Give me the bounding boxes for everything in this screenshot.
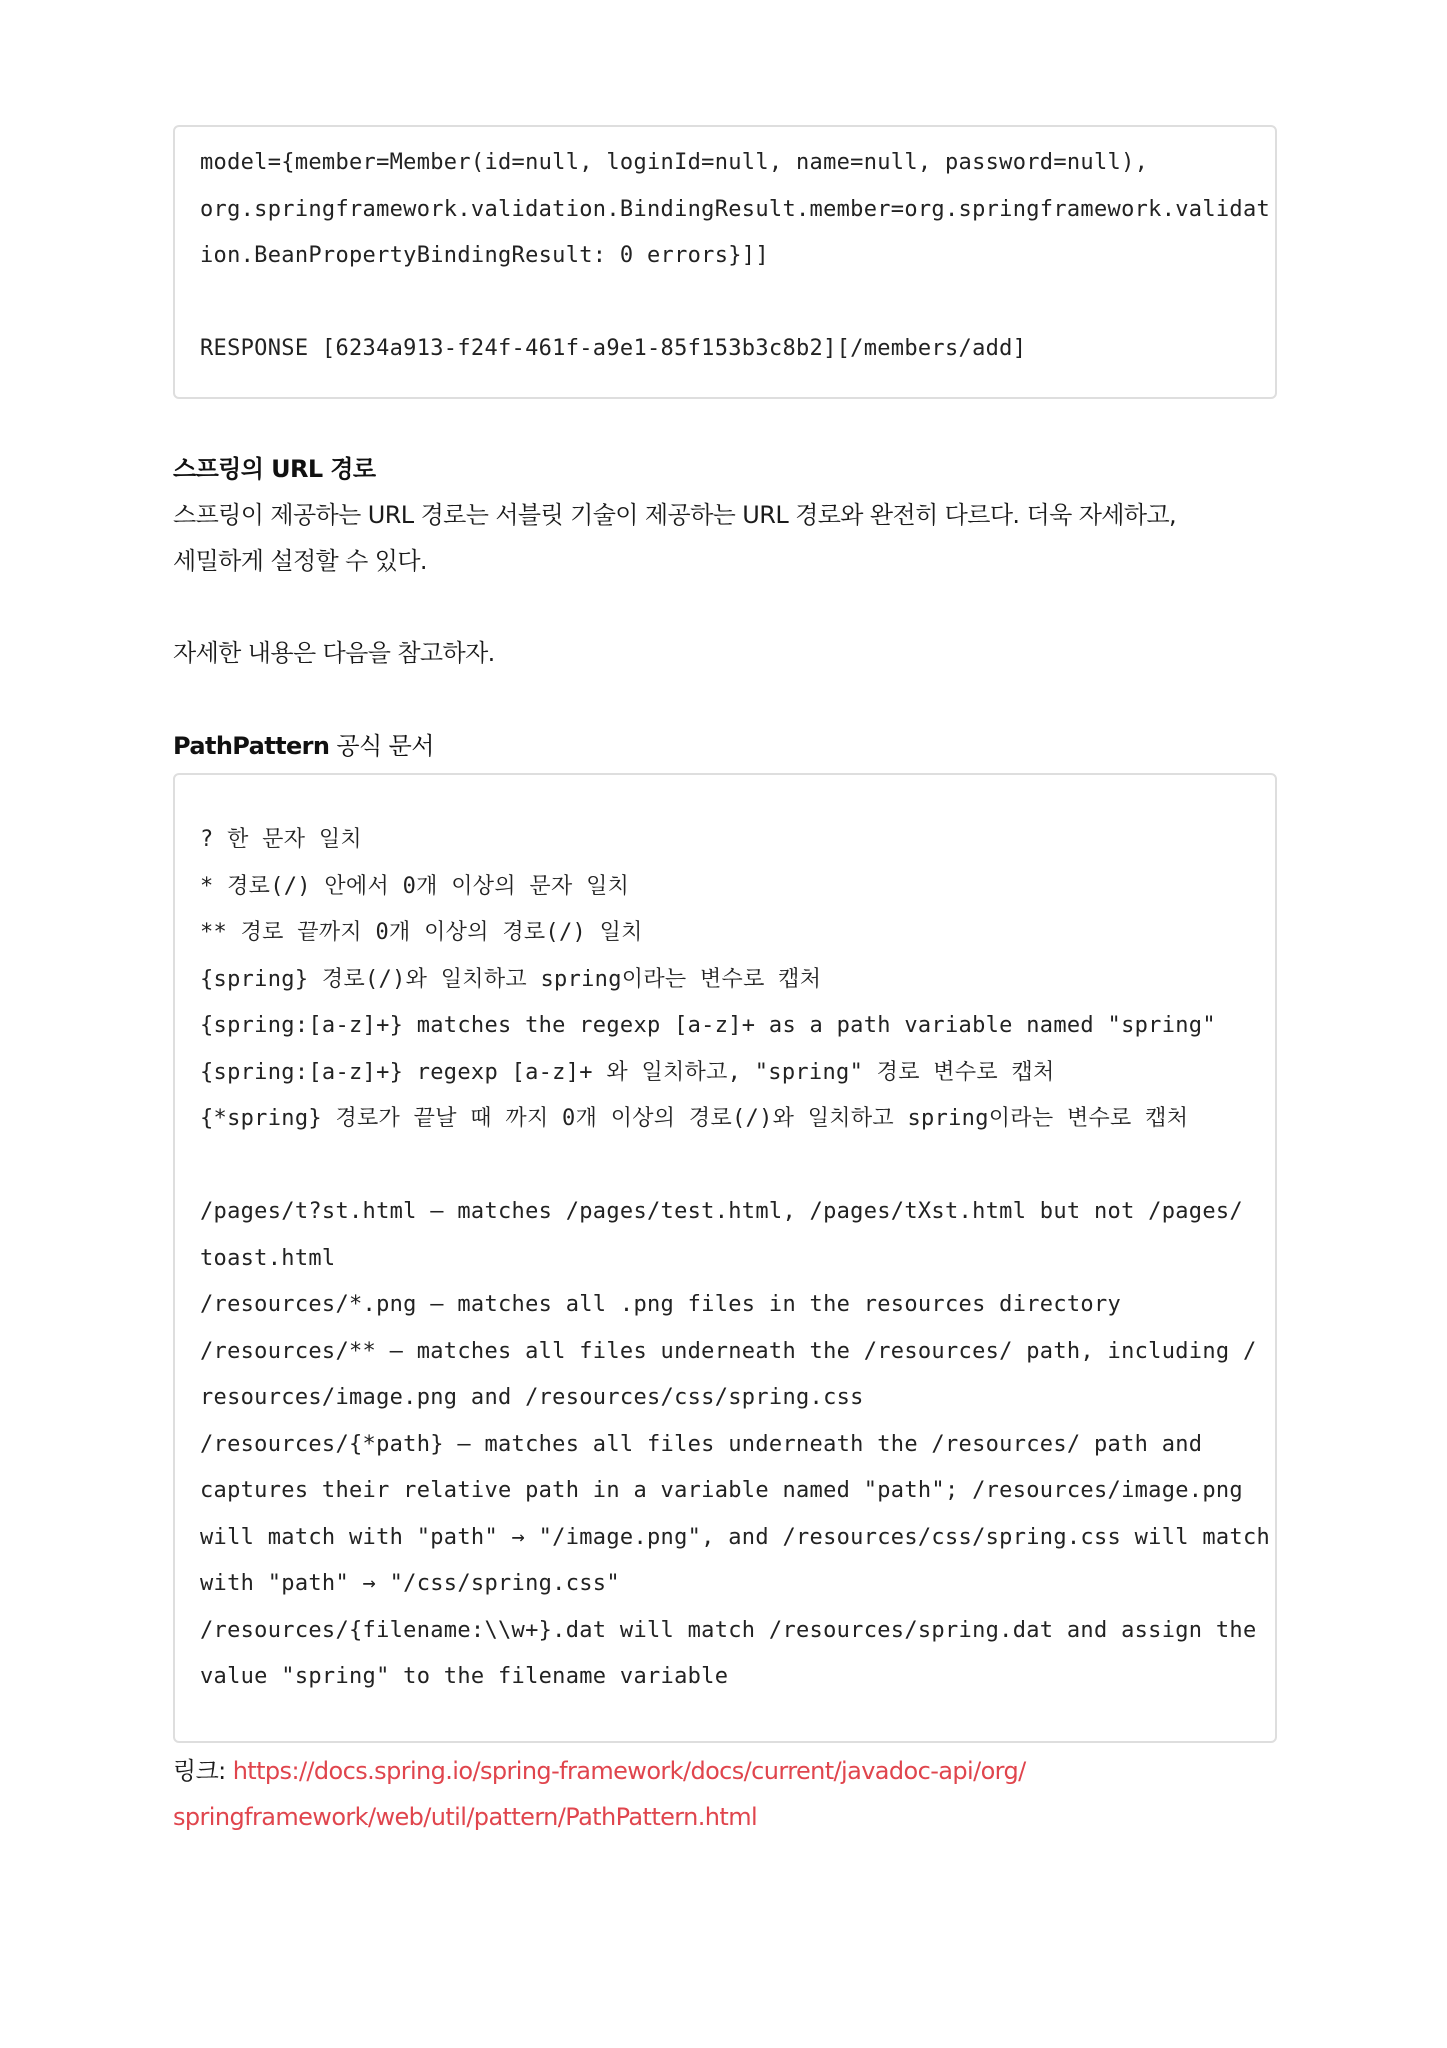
- code-line: /resources/{*path} — matches all files underneath the /resources/ path and: [200, 1431, 1203, 1457]
- code-line: will match with "path" → "/image.png", and /resources/css/spring.css will match: [200, 1524, 1271, 1550]
- code-line: /pages/t?st.html — matches /pages/test.html, /pages/tXst.html but not /pages/: [200, 1199, 1243, 1224]
- heading-rest-text: 공식 문서: [329, 732, 434, 760]
- code-line: {spring} 경로(/)와 일치하고 spring이라는 변수로 캡처: [200, 966, 822, 992]
- code-line: RESPONSE [6234a913-f24f-461f-a9e1-85f153b3c8b2][/members/add]: [200, 336, 1027, 361]
- code-line: resources/image.png and /resources/css/spring.css: [200, 1385, 864, 1410]
- code-line: {spring:[a-z]+} matches the regexp [a-z]+ as a path variable named "spring": [200, 1013, 1216, 1038]
- link-section: [173, 1748, 1277, 1840]
- link-line: [173, 1748, 1277, 1794]
- code-line: value "spring" to the filename variable: [200, 1664, 729, 1689]
- link-line: [173, 1794, 1277, 1840]
- paragraph-line: 스프링이 제공하는 URL 경로는 서블릿 기술이 제공하는 URL 경로와 완전히 다르다. 더욱 자세하고,: [173, 501, 1177, 529]
- code-line: {*spring} 경로가 끝날 때 까지 0개 이상의 경로(/)와 일치하고 spring이라는 변수로 캡처: [200, 1106, 1189, 1131]
- code-line-blank: [200, 280, 1255, 327]
- pathpattern-doc-link-continued[interactable]: springframework/web/util/pattern/PathPattern.html: [173, 1803, 758, 1831]
- code-line: toast.html: [200, 1245, 336, 1271]
- pathpattern-heading: [173, 723, 434, 769]
- code-line: org.springframework.validation.BindingResult.member=org.springframework.validat: [200, 196, 1271, 222]
- code-line: ** 경로 끝까지 0개 이상의 경로(/) 일치: [200, 920, 643, 945]
- code-line: * 경로(/) 안에서 0개 이상의 문자 일치: [200, 873, 630, 899]
- reference-note: 자세한 내용은 다음을 참고하자.: [173, 639, 495, 667]
- code-line-blank: [200, 1143, 1255, 1190]
- heading-bold-text: PathPattern: [173, 732, 330, 760]
- blank-line: [173, 584, 1277, 630]
- pathpattern-doc-link[interactable]: https://docs.spring.io/spring-framework/docs/current/javadoc-api/org/: [232, 1757, 1026, 1785]
- code-line: ? 한 문자 일치: [200, 827, 362, 852]
- section-url-path: [173, 446, 1277, 676]
- paragraph-line: 세밀하게 설정할 수 있다.: [173, 547, 427, 575]
- pattern-code-block: [173, 773, 1277, 1743]
- section-heading: 스프링의 URL 경로: [173, 455, 376, 483]
- code-line: /resources/** — matches all files underneath the /resources/ path, including /: [200, 1338, 1257, 1364]
- code-line: /resources/*.png — matches all .png files in the resources directory: [200, 1292, 1122, 1317]
- code-line: /resources/{filename:\\w+}.dat will match /resources/spring.dat and assign the: [200, 1617, 1257, 1643]
- code-line: with "path" → "/css/spring.css": [200, 1571, 620, 1596]
- code-line: captures their relative path in a variable named "path"; /resources/image.png: [200, 1478, 1243, 1503]
- code-line: ion.BeanPropertyBindingResult: 0 errors}]]: [200, 243, 769, 268]
- code-line: {spring:[a-z]+} regexp [a-z]+ 와 일치하고, "spring" 경로 변수로 캡처: [200, 1059, 1055, 1085]
- code-line: model={member=Member(id=null, loginId=null, name=null, password=null),: [200, 150, 1149, 175]
- log-code-block: [173, 125, 1277, 399]
- link-label: 링크:: [173, 1757, 233, 1785]
